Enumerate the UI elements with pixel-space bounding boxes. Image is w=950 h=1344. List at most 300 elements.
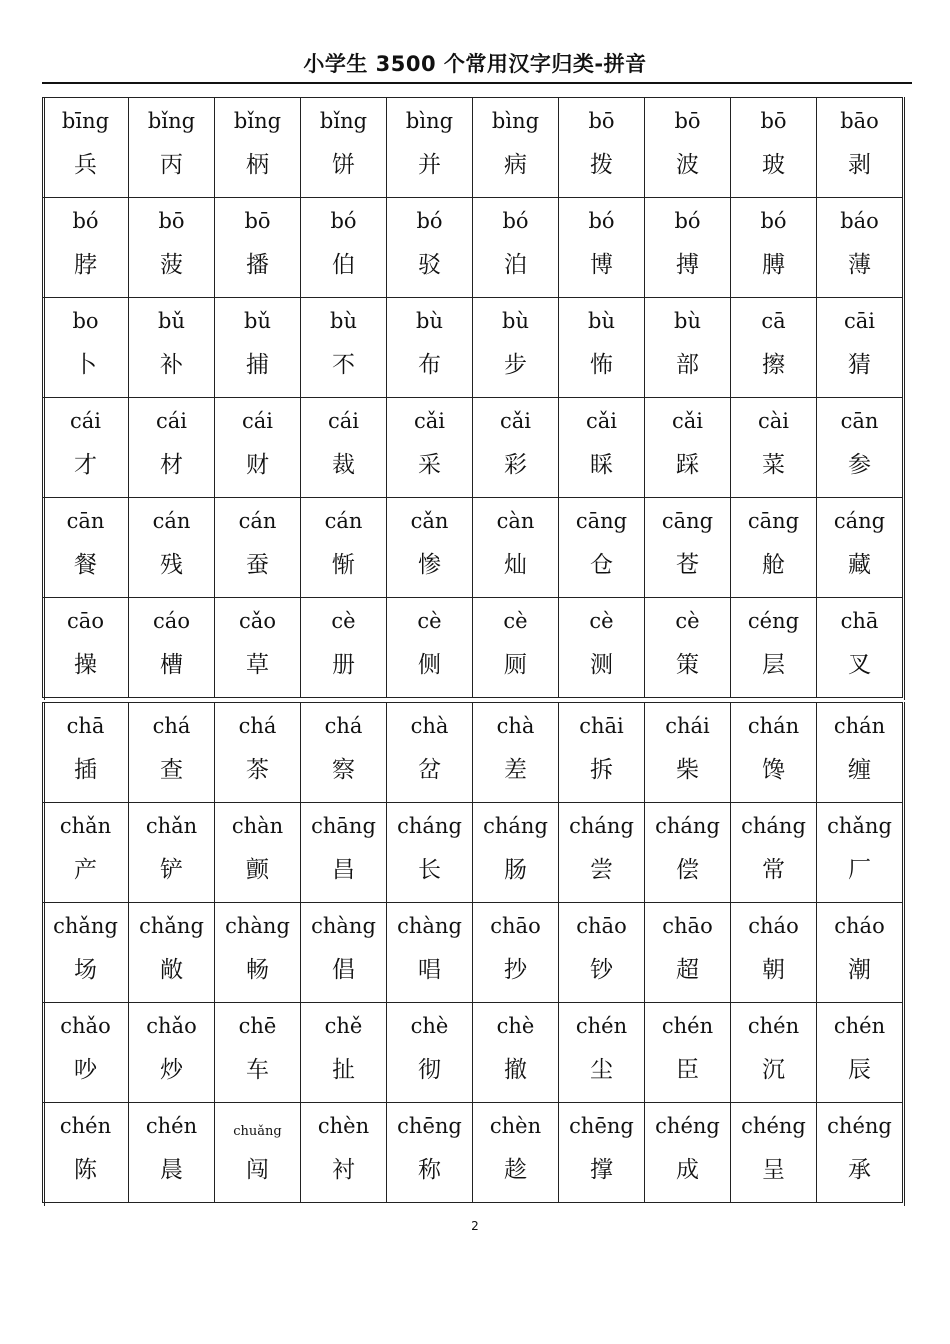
hanzi: 布 bbox=[418, 352, 441, 378]
character-cell bbox=[817, 703, 903, 803]
character-cell bbox=[129, 803, 215, 903]
pinyin: cè bbox=[417, 609, 442, 633]
character-cell bbox=[387, 1003, 473, 1103]
character-cell bbox=[473, 703, 559, 803]
character-cell bbox=[473, 498, 559, 598]
hanzi: 厕 bbox=[504, 652, 527, 678]
hanzi: 敞 bbox=[160, 957, 183, 983]
pinyin: bāo bbox=[840, 109, 879, 133]
character-cell bbox=[387, 298, 473, 398]
hanzi: 厂 bbox=[848, 857, 871, 883]
header-rule bbox=[42, 82, 912, 84]
pinyin: chà bbox=[496, 714, 535, 738]
pinyin: chéng bbox=[827, 1114, 892, 1138]
hanzi: 灿 bbox=[504, 552, 527, 578]
pinyin: chāng bbox=[311, 814, 376, 838]
character-cell bbox=[215, 1103, 301, 1203]
character-cell bbox=[817, 1103, 903, 1203]
pinyin: chán bbox=[747, 714, 800, 738]
pinyin: chéng bbox=[741, 1114, 806, 1138]
hanzi: 泊 bbox=[504, 252, 527, 278]
hanzi: 岔 bbox=[418, 757, 441, 783]
hanzi: 草 bbox=[246, 652, 269, 678]
hanzi: 承 bbox=[848, 1157, 871, 1183]
hanzi: 察 bbox=[332, 757, 355, 783]
pinyin: cháng bbox=[569, 814, 634, 838]
character-cell bbox=[301, 298, 387, 398]
character-cell bbox=[473, 1003, 559, 1103]
character-cell bbox=[473, 803, 559, 903]
hanzi: 部 bbox=[676, 352, 699, 378]
pinyin: chě bbox=[324, 1014, 363, 1038]
pinyin: chǎn bbox=[59, 814, 112, 838]
pinyin: bó bbox=[588, 209, 615, 233]
pinyin: chèn bbox=[489, 1114, 542, 1138]
character-cell bbox=[731, 703, 817, 803]
hanzi: 伯 bbox=[332, 252, 355, 278]
pinyin: cái bbox=[156, 409, 187, 433]
character-cell bbox=[387, 903, 473, 1003]
pinyin: chǎn bbox=[145, 814, 198, 838]
hanzi: 脖 bbox=[74, 252, 97, 278]
hanzi: 睬 bbox=[590, 452, 613, 478]
character-cell bbox=[301, 598, 387, 698]
pinyin: bó bbox=[760, 209, 787, 233]
character-cell bbox=[215, 598, 301, 698]
hanzi: 才 bbox=[74, 452, 97, 478]
pinyin: cāng bbox=[661, 509, 714, 533]
character-cell bbox=[43, 298, 129, 398]
table-outer-edge bbox=[904, 97, 905, 700]
pinyin: cái bbox=[70, 409, 101, 433]
character-cell bbox=[731, 1003, 817, 1103]
character-cell bbox=[301, 903, 387, 1003]
hanzi: 藏 bbox=[848, 552, 871, 578]
character-cell bbox=[559, 903, 645, 1003]
pinyin: bǔ bbox=[158, 309, 185, 333]
hanzi: 餐 bbox=[74, 552, 97, 578]
character-cell bbox=[215, 803, 301, 903]
pinyin: cè bbox=[675, 609, 700, 633]
hanzi: 猜 bbox=[848, 352, 871, 378]
character-cell bbox=[645, 198, 731, 298]
table-row bbox=[43, 98, 903, 198]
pinyin: cè bbox=[331, 609, 356, 633]
hanzi: 薄 bbox=[848, 252, 871, 278]
character-cell bbox=[387, 498, 473, 598]
character-cell bbox=[301, 198, 387, 298]
character-cell bbox=[645, 703, 731, 803]
hanzi: 苍 bbox=[676, 552, 699, 578]
hanzi: 钞 bbox=[590, 957, 613, 983]
hanzi: 炒 bbox=[160, 1057, 183, 1083]
character-cell bbox=[129, 398, 215, 498]
pinyin: céng bbox=[747, 609, 800, 633]
hanzi: 槽 bbox=[160, 652, 183, 678]
pinyin: cán bbox=[324, 509, 363, 533]
character-cell bbox=[387, 98, 473, 198]
pinyin: chā bbox=[840, 609, 879, 633]
character-cell bbox=[387, 803, 473, 903]
character-cell bbox=[645, 598, 731, 698]
pinyin: bù bbox=[588, 309, 615, 333]
pinyin: cǎo bbox=[239, 609, 276, 633]
pinyin: cè bbox=[503, 609, 528, 633]
hanzi: 陈 bbox=[74, 1157, 97, 1183]
pinyin: chén bbox=[747, 1014, 800, 1038]
hanzi: 蚕 bbox=[246, 552, 269, 578]
table-row bbox=[43, 703, 903, 803]
character-cell bbox=[817, 903, 903, 1003]
pinyin: chá bbox=[324, 714, 363, 738]
pinyin: cài bbox=[758, 409, 789, 433]
character-cell bbox=[645, 498, 731, 598]
hanzi: 惨 bbox=[418, 552, 441, 578]
hanzi: 兵 bbox=[74, 152, 97, 178]
hanzi: 彩 bbox=[504, 452, 527, 478]
character-cell bbox=[387, 198, 473, 298]
character-cell bbox=[129, 903, 215, 1003]
pinyin-table-1 bbox=[42, 97, 903, 698]
hanzi: 颤 bbox=[246, 857, 269, 883]
hanzi: 辰 bbox=[848, 1057, 871, 1083]
hanzi: 裁 bbox=[332, 452, 355, 478]
pinyin: cāi bbox=[844, 309, 875, 333]
hanzi: 病 bbox=[504, 152, 527, 178]
hanzi: 剥 bbox=[848, 152, 871, 178]
hanzi: 倡 bbox=[332, 957, 355, 983]
hanzi: 扯 bbox=[332, 1057, 355, 1083]
character-cell bbox=[559, 298, 645, 398]
character-cell bbox=[129, 1103, 215, 1203]
pinyin: cán bbox=[152, 509, 191, 533]
hanzi: 驳 bbox=[418, 252, 441, 278]
hanzi: 卜 bbox=[74, 352, 97, 378]
hanzi: 长 bbox=[418, 857, 441, 883]
pinyin: bó bbox=[72, 209, 99, 233]
table-row bbox=[43, 298, 903, 398]
character-cell bbox=[645, 298, 731, 398]
pinyin: chè bbox=[496, 1014, 535, 1038]
character-cell bbox=[817, 98, 903, 198]
pinyin: bō bbox=[244, 209, 271, 233]
pinyin: bù bbox=[502, 309, 529, 333]
table-row bbox=[43, 198, 903, 298]
pinyin: chāo bbox=[662, 914, 713, 938]
pinyin: cāo bbox=[67, 609, 104, 633]
pinyin: cǎi bbox=[672, 409, 703, 433]
pinyin: chàn bbox=[231, 814, 284, 838]
pinyin: cáo bbox=[153, 609, 190, 633]
character-cell bbox=[301, 98, 387, 198]
character-cell bbox=[645, 1103, 731, 1203]
pinyin: chāi bbox=[579, 714, 624, 738]
character-cell bbox=[645, 803, 731, 903]
pinyin: chái bbox=[665, 714, 710, 738]
pinyin: bìng bbox=[405, 109, 454, 133]
hanzi: 捕 bbox=[246, 352, 269, 378]
pinyin: bǐng bbox=[319, 109, 368, 133]
hanzi: 臣 bbox=[676, 1057, 699, 1083]
hanzi: 搏 bbox=[676, 252, 699, 278]
hanzi: 步 bbox=[504, 352, 527, 378]
hanzi: 常 bbox=[762, 857, 785, 883]
pinyin: chèn bbox=[317, 1114, 370, 1138]
character-cell bbox=[387, 598, 473, 698]
character-cell bbox=[559, 803, 645, 903]
character-cell bbox=[817, 1003, 903, 1103]
pinyin: cān bbox=[840, 409, 879, 433]
character-cell bbox=[645, 98, 731, 198]
hanzi: 查 bbox=[160, 757, 183, 783]
hanzi: 车 bbox=[246, 1057, 269, 1083]
hanzi: 朝 bbox=[762, 957, 785, 983]
pinyin: bù bbox=[416, 309, 443, 333]
hanzi: 彻 bbox=[418, 1057, 441, 1083]
pinyin: bù bbox=[330, 309, 357, 333]
character-cell bbox=[43, 198, 129, 298]
pinyin: bó bbox=[330, 209, 357, 233]
character-cell bbox=[215, 298, 301, 398]
table-outer-edge bbox=[904, 702, 905, 1206]
pinyin: chén bbox=[833, 1014, 886, 1038]
character-cell bbox=[43, 903, 129, 1003]
hanzi: 铲 bbox=[160, 857, 183, 883]
character-cell bbox=[731, 803, 817, 903]
hanzi: 唱 bbox=[418, 957, 441, 983]
character-cell bbox=[559, 398, 645, 498]
pinyin: chàng bbox=[397, 914, 462, 938]
pinyin: cǎi bbox=[414, 409, 445, 433]
character-cell bbox=[387, 703, 473, 803]
pinyin: chēng bbox=[569, 1114, 634, 1138]
pinyin: chá bbox=[238, 714, 277, 738]
pinyin: bō bbox=[158, 209, 185, 233]
pinyin: bó bbox=[674, 209, 701, 233]
hanzi: 擦 bbox=[762, 352, 785, 378]
character-cell bbox=[559, 598, 645, 698]
pinyin: chāo bbox=[490, 914, 541, 938]
hanzi: 怖 bbox=[590, 352, 613, 378]
pinyin: chén bbox=[59, 1114, 112, 1138]
pinyin: cān bbox=[66, 509, 105, 533]
hanzi: 测 bbox=[590, 652, 613, 678]
hanzi: 柄 bbox=[246, 152, 269, 178]
hanzi: 撤 bbox=[504, 1057, 527, 1083]
character-cell bbox=[129, 298, 215, 398]
pinyin: cǎn bbox=[410, 509, 449, 533]
table-row bbox=[43, 803, 903, 903]
hanzi: 柴 bbox=[676, 757, 699, 783]
pinyin: chǎng bbox=[139, 914, 204, 938]
hanzi: 操 bbox=[74, 652, 97, 678]
character-cell bbox=[731, 903, 817, 1003]
table-row bbox=[43, 398, 903, 498]
character-cell bbox=[559, 198, 645, 298]
hanzi: 撑 bbox=[590, 1157, 613, 1183]
hanzi: 称 bbox=[418, 1157, 441, 1183]
hanzi: 财 bbox=[246, 452, 269, 478]
pinyin: chǎng bbox=[827, 814, 892, 838]
character-cell bbox=[301, 498, 387, 598]
character-cell bbox=[473, 398, 559, 498]
pinyin: cháo bbox=[834, 914, 885, 938]
character-cell bbox=[215, 198, 301, 298]
pinyin: chēng bbox=[397, 1114, 462, 1138]
hanzi: 插 bbox=[74, 757, 97, 783]
character-cell bbox=[129, 98, 215, 198]
hanzi: 超 bbox=[676, 957, 699, 983]
character-cell bbox=[43, 398, 129, 498]
hanzi: 成 bbox=[676, 1157, 699, 1183]
pinyin: càn bbox=[496, 509, 535, 533]
pinyin: chà bbox=[410, 714, 449, 738]
character-cell bbox=[215, 1003, 301, 1103]
character-cell bbox=[559, 1103, 645, 1203]
pinyin: cháo bbox=[748, 914, 799, 938]
hanzi: 播 bbox=[246, 252, 269, 278]
character-cell bbox=[473, 598, 559, 698]
character-cell bbox=[473, 198, 559, 298]
hanzi: 衬 bbox=[332, 1157, 355, 1183]
table-row bbox=[43, 598, 903, 698]
hanzi: 饼 bbox=[332, 152, 355, 178]
hanzi: 残 bbox=[160, 552, 183, 578]
character-cell bbox=[731, 298, 817, 398]
hanzi: 材 bbox=[160, 452, 183, 478]
hanzi: 晨 bbox=[160, 1157, 183, 1183]
pinyin: chǎng bbox=[53, 914, 118, 938]
character-cell bbox=[301, 1103, 387, 1203]
hanzi: 偿 bbox=[676, 857, 699, 883]
pinyin: cái bbox=[328, 409, 359, 433]
pinyin: báo bbox=[840, 209, 879, 233]
hanzi: 踩 bbox=[676, 452, 699, 478]
hanzi: 叉 bbox=[848, 652, 871, 678]
hanzi: 拨 bbox=[590, 152, 613, 178]
pinyin-table-2 bbox=[42, 702, 903, 1203]
hanzi: 策 bbox=[676, 652, 699, 678]
hanzi: 馋 bbox=[762, 757, 785, 783]
pinyin: chén bbox=[145, 1114, 198, 1138]
hanzi: 菜 bbox=[762, 452, 785, 478]
character-cell bbox=[645, 903, 731, 1003]
hanzi: 呈 bbox=[762, 1157, 785, 1183]
character-cell bbox=[817, 598, 903, 698]
character-cell bbox=[129, 198, 215, 298]
hanzi: 并 bbox=[418, 152, 441, 178]
character-cell bbox=[731, 98, 817, 198]
character-cell bbox=[559, 703, 645, 803]
table-row bbox=[43, 903, 903, 1003]
character-cell bbox=[817, 803, 903, 903]
hanzi: 舱 bbox=[762, 552, 785, 578]
character-cell bbox=[129, 1003, 215, 1103]
table-row bbox=[43, 498, 903, 598]
character-cell bbox=[215, 703, 301, 803]
hanzi: 尝 bbox=[590, 857, 613, 883]
hanzi: 玻 bbox=[762, 152, 785, 178]
pinyin: chán bbox=[833, 714, 886, 738]
character-cell bbox=[43, 1003, 129, 1103]
pinyin: bǐng bbox=[233, 109, 282, 133]
character-cell bbox=[129, 703, 215, 803]
pinyin: bǔ bbox=[244, 309, 271, 333]
character-cell bbox=[43, 1103, 129, 1203]
hanzi: 抄 bbox=[504, 957, 527, 983]
character-cell bbox=[645, 1003, 731, 1103]
character-cell bbox=[129, 498, 215, 598]
character-cell bbox=[731, 198, 817, 298]
pinyin: chǎo bbox=[60, 1014, 111, 1038]
hanzi: 菠 bbox=[160, 252, 183, 278]
character-cell bbox=[731, 598, 817, 698]
pinyin: chāo bbox=[576, 914, 627, 938]
character-cell bbox=[473, 903, 559, 1003]
hanzi: 昌 bbox=[332, 857, 355, 883]
hanzi: 拆 bbox=[590, 757, 613, 783]
pinyin: chā bbox=[66, 714, 105, 738]
character-cell bbox=[215, 398, 301, 498]
character-cell bbox=[301, 703, 387, 803]
pinyin: bō bbox=[588, 109, 615, 133]
table-outer-edge bbox=[44, 702, 45, 1206]
hanzi: 差 bbox=[504, 757, 527, 783]
pinyin: bīng bbox=[61, 109, 110, 133]
hanzi: 吵 bbox=[74, 1057, 97, 1083]
hanzi: 丙 bbox=[160, 152, 183, 178]
pinyin: bo bbox=[72, 309, 99, 333]
character-cell bbox=[817, 198, 903, 298]
pinyin: cái bbox=[242, 409, 273, 433]
character-cell bbox=[645, 398, 731, 498]
character-cell bbox=[43, 98, 129, 198]
hanzi: 侧 bbox=[418, 652, 441, 678]
hanzi: 缠 bbox=[848, 757, 871, 783]
character-cell bbox=[731, 398, 817, 498]
character-cell bbox=[43, 803, 129, 903]
pinyin: cǎi bbox=[500, 409, 531, 433]
hanzi: 膊 bbox=[762, 252, 785, 278]
character-cell bbox=[817, 298, 903, 398]
pinyin: cāng bbox=[747, 509, 800, 533]
hanzi: 册 bbox=[332, 652, 355, 678]
pinyin: cháng bbox=[483, 814, 548, 838]
hanzi: 惭 bbox=[332, 552, 355, 578]
character-cell bbox=[301, 803, 387, 903]
hanzi: 闯 bbox=[246, 1157, 269, 1183]
character-cell bbox=[817, 398, 903, 498]
pinyin: chéng bbox=[655, 1114, 720, 1138]
character-cell bbox=[129, 598, 215, 698]
character-cell bbox=[559, 1003, 645, 1103]
pinyin: chén bbox=[575, 1014, 628, 1038]
character-cell bbox=[473, 98, 559, 198]
character-cell bbox=[43, 598, 129, 698]
pinyin: cáng bbox=[833, 509, 886, 533]
character-cell bbox=[215, 903, 301, 1003]
pinyin: bó bbox=[416, 209, 443, 233]
pinyin: cán bbox=[238, 509, 277, 533]
pinyin: bō bbox=[760, 109, 787, 133]
pinyin: bù bbox=[674, 309, 701, 333]
character-cell bbox=[387, 398, 473, 498]
hanzi: 不 bbox=[332, 352, 355, 378]
pinyin: cāng bbox=[575, 509, 628, 533]
character-cell bbox=[43, 498, 129, 598]
character-cell bbox=[817, 498, 903, 598]
hanzi: 采 bbox=[418, 452, 441, 478]
